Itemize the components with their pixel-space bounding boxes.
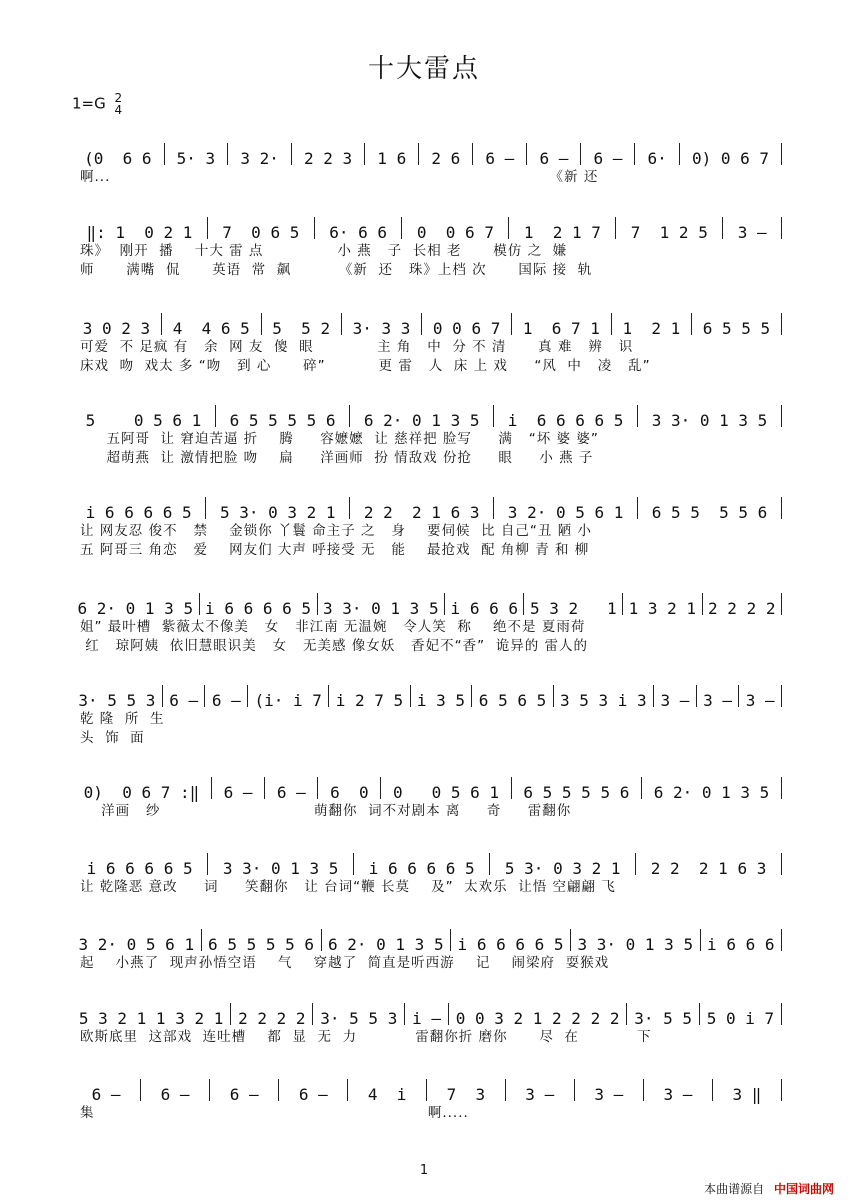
score-line — [72, 682, 782, 748]
measure: i 6 6 6 6 5 — [86, 859, 193, 878]
measure: 1 6 7 1 — [522, 319, 600, 338]
bar-line — [781, 405, 782, 427]
lyric-row: 头 饰 面 — [80, 730, 145, 746]
measure: 6 – — [276, 783, 306, 802]
measure: i 2 7 5 — [335, 691, 404, 710]
score-line — [72, 494, 782, 560]
bar-line — [781, 853, 782, 875]
lyric-row: 让 网友忍 俊不 禁 金锁你 丫鬟 命主子 之 身 要伺候 比 自己“丑 陋 小 — [80, 523, 592, 539]
score-line — [72, 926, 782, 973]
measure: 1 6 — [377, 149, 407, 168]
measure: 3 ‖ — [732, 1085, 762, 1104]
measure: i 6 6 6 6 5 — [457, 935, 564, 954]
measure: 0 0 3 2 1 2 2 2 2 — [455, 1009, 620, 1028]
lyric-row: 超萌燕 让 激情把脸 吻 扁 洋画师 扮 情敌戏 份抢 眼 小 燕 子 — [80, 450, 594, 466]
measure: 3 5 3 i 3 — [559, 691, 647, 710]
measure: i 6 6 6 6 5 — [368, 859, 475, 878]
measure: 5 3· 0 3 2 1 — [504, 859, 621, 878]
measure: 6 – — [211, 691, 241, 710]
notation-row — [72, 140, 782, 168]
measure: ‖: 1 0 2 1 — [86, 223, 193, 242]
bar-line — [781, 593, 782, 615]
bar-line — [781, 929, 782, 951]
bar-line — [781, 1003, 782, 1025]
measure: 7 1 2 5 — [630, 223, 708, 242]
measure: 6 0 — [330, 783, 369, 802]
measure: 3· 5 5 3 — [320, 1009, 398, 1028]
score-line — [72, 214, 782, 280]
score-line — [72, 850, 782, 897]
bar-line — [781, 313, 782, 335]
measure: i 3 5 — [416, 691, 466, 710]
notation-row — [72, 926, 782, 954]
measure: (0 6 6 — [84, 149, 152, 168]
measure: 3 – — [660, 691, 690, 710]
score-line — [72, 774, 782, 821]
measure: 5 0 5 6 1 — [85, 411, 202, 430]
source-credit — [704, 1180, 834, 1197]
measure: 2 2 2 1 6 3 — [650, 859, 767, 878]
measure: 6 – — [169, 691, 199, 710]
lyric-row: 姐” 最叶槽 紫薇太不像美 女 非江南 无温婉 令人笑 称 绝不是 夏雨荷 — [80, 619, 586, 635]
measure: 6 5 5 5 5 6 — [523, 783, 630, 802]
measure: 3· 3 3 — [352, 319, 411, 338]
measure: 1 3 2 1 — [628, 599, 697, 618]
measure: 6 – — [485, 149, 515, 168]
measure: 5 5 2 — [272, 319, 331, 338]
lyric-row: 珠》 刚开 播 十大 雷 点 小 燕 子 长相 老 模仿 之 嫌 — [80, 243, 568, 259]
measure: 6 5 5 5 5 6 — [229, 411, 336, 430]
measure: i 6 6 6 — [707, 935, 775, 954]
lyric-row: 让 乾隆恶 意改 词 笑翻你 让 台词“鞭 长莫 及” 太欢乐 让悟 空翩翩 飞 — [80, 879, 616, 895]
measure: 2 2 2 2 — [238, 1009, 306, 1028]
measure: 6· — [647, 149, 667, 168]
notation-row — [72, 682, 782, 710]
measure: 6 – — [223, 783, 253, 802]
page-number: 1 — [419, 1163, 429, 1178]
bar-line — [781, 1079, 782, 1101]
bar-line — [781, 685, 782, 707]
score-line — [72, 1000, 782, 1047]
measure: 0) 0 6 7 — [691, 149, 769, 168]
measure: 6 – — [91, 1085, 121, 1104]
measure: 2 2 2 1 6 3 — [363, 503, 480, 522]
measure: 1 2 1 7 — [523, 223, 601, 242]
measure: 6 – — [539, 149, 569, 168]
measure: i 6 6 6 6 5 — [507, 411, 624, 430]
notation-row — [72, 402, 782, 430]
measure: 2 6 — [431, 149, 461, 168]
measure: 0 0 6 7 — [432, 319, 501, 338]
notation-row — [72, 214, 782, 242]
measure: 3 – — [594, 1085, 624, 1104]
site-name: 中国词曲网 — [773, 1182, 834, 1196]
measure: i 6 6 6 6 5 — [205, 599, 312, 618]
measure: 3 – — [525, 1085, 555, 1104]
lyric-row: 欧斯底里 这部戏 连吐槽 都 显 无 力 雷翻你折 磨你 尽 在 下 — [80, 1029, 652, 1045]
measure: 3· 5 5 3 — [78, 691, 156, 710]
score-line — [72, 590, 782, 656]
measure: 3 2· 0 5 6 1 — [507, 503, 624, 522]
measure: 0 0 5 6 1 — [393, 783, 500, 802]
notation-row — [72, 310, 782, 338]
measure: 6 – — [298, 1085, 328, 1104]
bar-line — [781, 217, 782, 239]
measure: 3 2· — [240, 149, 279, 168]
measure: 6· 6 6 — [329, 223, 388, 242]
measure: i – — [412, 1009, 441, 1028]
measure: 6 5 5 5 5 6 — [651, 503, 768, 522]
measure: 6 – — [160, 1085, 190, 1104]
measure: 3 – — [745, 691, 775, 710]
time-signature — [115, 92, 123, 116]
notation-row — [72, 774, 782, 802]
measure: 5 0 i 7 — [706, 1009, 775, 1028]
bar-line — [781, 497, 782, 519]
lyric-row: 乾 隆 所 生 — [80, 711, 165, 727]
measure: 5 3 2 1 — [529, 599, 617, 618]
notation-row — [72, 494, 782, 522]
bar-line — [781, 143, 782, 165]
measure: 3 3· 0 1 3 5 — [222, 859, 339, 878]
lyric-row: 可爱 不 足疯 有 余 网 友 傻 眼 主 角 中 分 不 清 真 难 辨 识 — [80, 339, 634, 355]
measure: 1 2 1 — [622, 319, 681, 338]
notation-row — [72, 850, 782, 878]
measure: i 6 6 6 — [450, 599, 518, 618]
bar-line — [781, 777, 782, 799]
measure: 6 5 5 5 5 6 — [208, 935, 315, 954]
score-line — [72, 402, 782, 468]
lyric-row: 啊... 《新 还 — [80, 169, 599, 185]
measure: 0) 0 6 7 :‖ — [83, 783, 200, 802]
measure: 6 5 6 5 — [478, 691, 547, 710]
lyric-row: 集 啊..... — [80, 1105, 469, 1121]
time-denominator: 4 — [114, 103, 123, 117]
measure: 5 3· 0 3 2 1 — [219, 503, 336, 522]
lyric-row: 起 小燕了 现声孙悟空语 气 穿越了 简直是听西游 记 闹梁府 耍猴戏 — [80, 955, 610, 971]
key-signature — [72, 92, 122, 116]
measure: 6 2· 0 1 3 5 — [327, 935, 444, 954]
measure: 3 – — [663, 1085, 693, 1104]
measure: 6 5 5 5 — [702, 319, 771, 338]
measure: 5 3 2 1 1 3 2 1 — [78, 1009, 224, 1028]
source-label: 本曲谱源自 — [704, 1182, 765, 1196]
score-line — [72, 140, 782, 187]
measure: 0 0 6 7 — [416, 223, 494, 242]
measure: 7 3 — [446, 1085, 486, 1104]
score-line — [72, 310, 782, 376]
measure: 3 2· 0 5 6 1 — [78, 935, 195, 954]
measure: 3· 5 5 — [634, 1009, 692, 1028]
measure: (i· i 7 — [254, 691, 322, 710]
notation-row — [72, 590, 782, 618]
lyric-row: 五阿哥 让 窘迫苦逼 折 腾 容嬷嬷 让 慈祥把 脸写 满 “坏 婆 婆” — [80, 431, 599, 447]
measure: 2 2 2 2 — [708, 599, 776, 618]
measure: 6 2· 0 1 3 5 — [363, 411, 480, 430]
measure: 2 2 3 — [303, 149, 353, 168]
key-label: 1=G — [72, 94, 106, 113]
measure: 3 – — [737, 223, 767, 242]
lyric-row: 五 阿哥三 角恋 爱 网友们 大声 呼接受 无 能 最抢戏 配 角柳 青 和 柳 — [80, 542, 590, 558]
measure: 7 0 6 5 — [222, 223, 300, 242]
measure: 4 4 6 5 — [172, 319, 250, 338]
measure: 3 3· 0 1 3 5 — [577, 935, 694, 954]
score-line — [72, 1076, 782, 1123]
measure: 6 – — [229, 1085, 259, 1104]
measure: 6 – — [593, 149, 623, 168]
lyric-row: 洋画 纱 萌翻你 词不对剧本 离 奇 雷翻你 — [80, 803, 572, 819]
notation-row — [72, 1000, 782, 1028]
lyric-row: 床戏 吻 戏太 多 “吻 到 心 碎” 更 雷 人 床 上 戏 “风 中 凌 乱” — [80, 358, 651, 374]
measure: 5· 3 — [176, 149, 216, 168]
measure: 3 0 2 3 — [82, 319, 151, 338]
measure: 6 2· 0 1 3 5 — [653, 783, 770, 802]
measure: 3 3· 0 1 3 5 — [651, 411, 768, 430]
measure: 3 3· 0 1 3 5 — [322, 599, 439, 618]
notation-row — [72, 1076, 782, 1104]
lyric-row: 红 琼阿姨 依旧慧眼识美 女 无美感 像女妖 香妃不“香” 诡异的 雷人的 — [80, 638, 589, 654]
measure: 3 – — [703, 691, 732, 710]
measure: 4 i — [367, 1085, 407, 1104]
time-numerator: 2 — [114, 91, 123, 105]
measure: i 6 6 6 6 5 — [85, 503, 192, 522]
lyric-row: 师 满嘴 侃 英语 常 飙 《新 还 珠》上档 次 国际 接 轨 — [80, 262, 593, 278]
measure: 6 2· 0 1 3 5 — [77, 599, 194, 618]
page-title: 十大雷点 — [367, 54, 480, 84]
